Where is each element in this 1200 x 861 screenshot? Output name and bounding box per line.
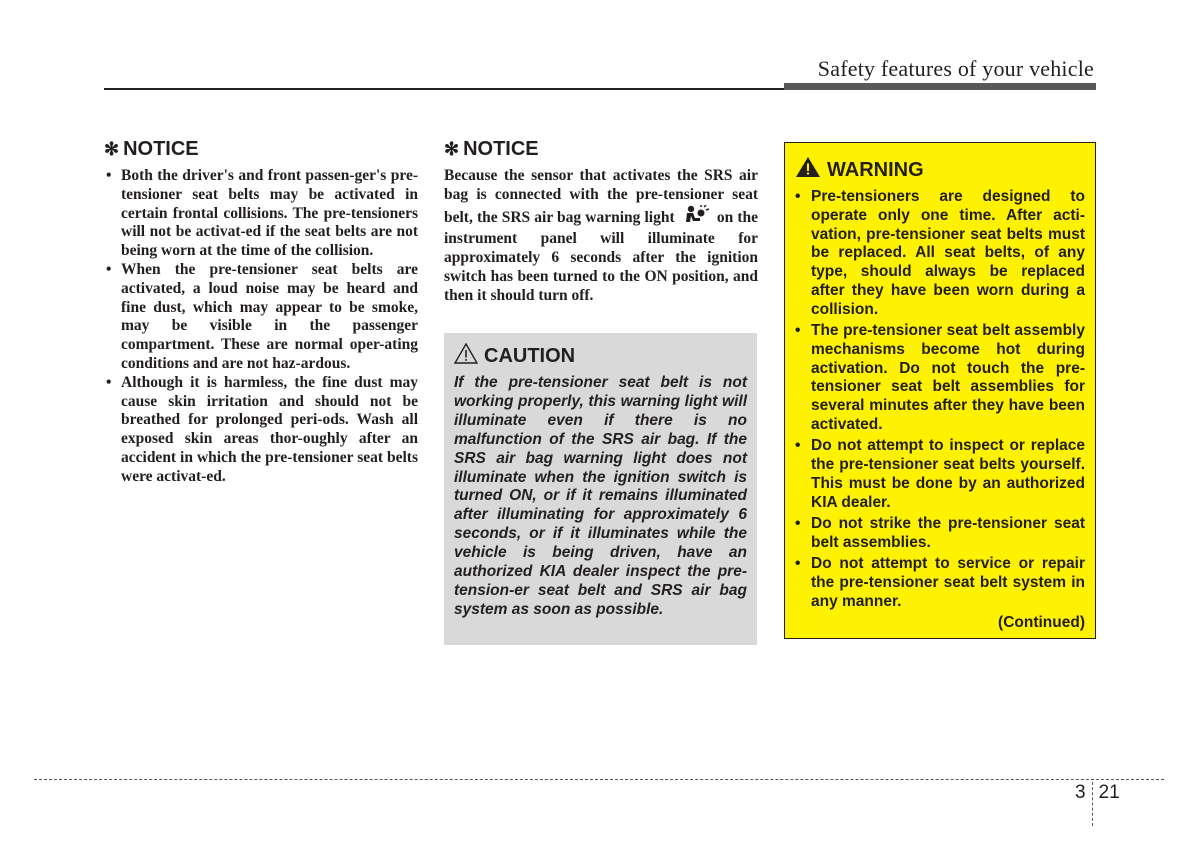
page-header-title: Safety features of your vehicle: [817, 56, 1094, 81]
notice-bullet-item: • When the pre-tensioner seat belts are activated, a loud noise may be heard and fine dust, which may appear to be smoke, may be visible in the passenger compartment. These are normal oper-ating conditions and are not haz-ardous.: [104, 261, 418, 374]
notice-heading-text: NOTICE: [463, 138, 539, 160]
notice-heading-text: NOTICE: [123, 138, 199, 160]
notice-paragraph: [444, 167, 758, 306]
notice-text-before-icon: Because the sensor that activates the SRS air bag is connected with the pre-tensioner seat belt, the SRS air bag warning light: [444, 167, 758, 226]
caution-text: If the pre-tensioner seat belt is not working properly, this warning light will illuminate even if there is no malfunction of the SRS air bag. If the SRS air bag warning light does not illuminate when the ignition switch is turned ON, or if it remains illuminated after illuminating for approximately 6 seconds, or if it illuminates while the vehicle is being driven, have an authorized KIA dealer inspect the pre-tension-er seat belt and SRS air bag system as soon as possible.: [454, 374, 747, 618]
chapter-number: 3: [1075, 782, 1086, 803]
caution-heading: [454, 343, 747, 370]
caution-triangle-icon: [454, 343, 478, 370]
warning-bullet-list: [795, 188, 1085, 612]
notice-star-icon: ✻: [444, 139, 460, 159]
footer-rule: [34, 779, 1164, 780]
notice-star-icon: ✻: [104, 139, 120, 159]
warning-triangle-icon: [795, 156, 821, 184]
warning-heading-text: WARNING: [827, 158, 924, 181]
warning-bullet-item: • The pre-tensioner seat belt assembly mechanisms become hot during activation. Do not touch the pre-tensioner seat belt assemblies for several minutes after they have been activated.: [795, 322, 1085, 435]
warning-bullet-item: • Do not attempt to inspect or replace the pre-tensioner seat belts yourself. This must be done by an authorized KIA dealer.: [795, 437, 1085, 512]
notice-bullet-item: • Both the driver's and front passen-ger's pre-tensioner seat belts may be activated in certain frontal collisions. The pre-tensioners will not be activat-ed if the seat belts are not being worn at the time of the collision.: [104, 167, 418, 261]
notice-text-after-icon: on the instrument panel will illuminate for approximately 6 seconds after the ignition switch has been turned to the ON position, and then it should turn off.: [444, 208, 758, 304]
continued-label: (Continued): [998, 614, 1085, 632]
warning-bullet-item: • Pre-tensioners are designed to operate only one time. After acti-vation, pre-tensioner seat belts must be replaced. All seat belts, of any type, should always be replaced after they have been worn during a collision.: [795, 188, 1085, 320]
notice-heading-2: [444, 138, 758, 161]
page-number: [1075, 782, 1120, 826]
caution-box: [444, 333, 757, 645]
page-number-value: 21: [1098, 782, 1120, 803]
notice-section-1: [104, 138, 418, 487]
airbag-warning-icon: [683, 205, 709, 231]
notice-section-2: [444, 138, 758, 306]
warning-bullet-item: • Do not strike the pre-tensioner seat belt assemblies.: [795, 515, 1085, 553]
notice-heading-1: [104, 138, 418, 161]
page-number-separator: [1092, 782, 1093, 826]
header-rule: [104, 88, 784, 90]
warning-bullet-item: • Do not attempt to service or repair the pre-tensioner seat belt system in any manner.: [795, 555, 1085, 611]
warning-body: [795, 188, 1085, 633]
notice-bullet-list: [104, 167, 418, 487]
notice-bullet-item: • Although it is harmless, the fine dust may cause skin irritation and should not be breathed for prolonged peri-ods. Wash all exposed skin areas thor-oughly after an accident in which the pre-tensioner seat belts were activat-ed.: [104, 374, 418, 487]
header-rule-accent: [784, 83, 1096, 90]
warning-heading: [795, 156, 1085, 184]
caution-heading-text: CAUTION: [484, 345, 576, 367]
warning-box: [784, 142, 1096, 639]
